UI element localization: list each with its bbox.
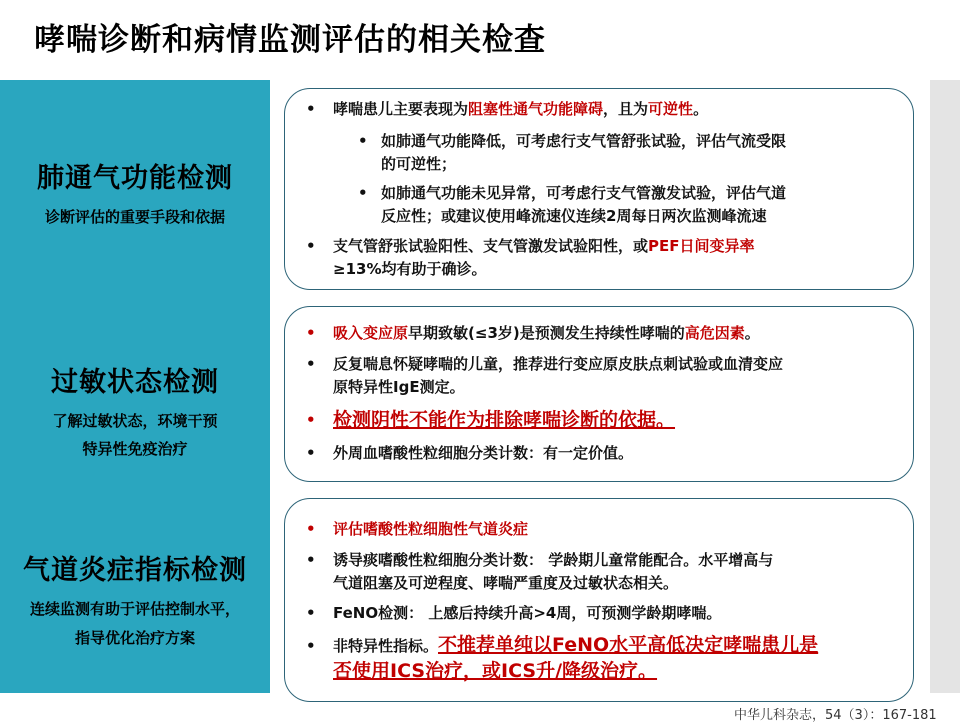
bullet: • (306, 100, 316, 118)
bullet: • (306, 444, 316, 462)
bullet-line: FeNO检测： 上感后持续升高>4周，可预测学龄期哮喘。 (333, 604, 722, 622)
bullet-line (333, 97, 708, 121)
emphasis-line: 否使用ICS治疗，或ICS升/降级治疗。 (333, 660, 658, 682)
sub-bullet-line: 反应性；或建议使用峰流速仪连续2周每日两次监测峰流速 (381, 207, 767, 225)
text-run: 支气管舒张试验阳性、支气管激发试验阳性，或 (333, 237, 649, 255)
sub-bullet: • (358, 184, 368, 202)
text-run: 。 (693, 100, 709, 118)
bullet: • (306, 604, 316, 622)
section-subtitle-line: 了解过敏状态，环境干预 (52, 412, 218, 430)
sub-bullet: • (358, 132, 368, 150)
highlight-text: 高危因素 (684, 324, 745, 342)
bullet-line: 原特异性IgE测定。 (333, 378, 465, 396)
sub-bullet-line: 的可逆性； (381, 155, 457, 173)
right-decor-stripe (930, 80, 960, 693)
emphasis-line: 检测阴性不能作为排除哮喘诊断的依据。 (333, 409, 676, 431)
bullet: • (306, 520, 316, 538)
bullet-line (333, 632, 818, 659)
bullet: • (306, 324, 316, 342)
highlight-text: 可逆性 (648, 100, 694, 118)
highlight-text: 阻塞性通气功能障碍 (468, 100, 604, 118)
bullet: • (306, 355, 316, 373)
section-airway-inflammation-label (0, 548, 270, 653)
section-lung-function-label (0, 156, 270, 232)
text-run: 非特异性指标。 (333, 637, 439, 655)
sub-bullet-line: 如肺通气功能降低，可考虑行支气管舒张试验，评估气流受限 (381, 132, 787, 150)
bullet-line (333, 321, 760, 345)
highlight-text: PEF日间变异率 (648, 237, 755, 255)
bullet: • (306, 551, 316, 569)
text-run: ，且为 (603, 100, 649, 118)
section-subtitle-line: 特异性免疫治疗 (82, 440, 188, 458)
text-run: 哮喘患儿主要表现为 (333, 100, 469, 118)
section-heading: 肺通气功能检测 (37, 163, 233, 194)
highlight-text: 不推荐单纯以FeNO水平高低决定哮喘患儿是 (438, 634, 819, 656)
section-heading: 过敏状态检测 (51, 367, 219, 398)
citation: 中华儿科杂志，54（3）：167-181 (734, 708, 937, 723)
section-subtitle-line: 指导优化治疗方案 (74, 629, 195, 647)
section-subtitle-line: 连续监测有助于评估控制水平， (29, 600, 240, 618)
bullet: • (306, 411, 316, 429)
bullet-line: 反复喘息怀疑哮喘的儿童，推荐进行变应原皮肤点刺试验或血清变应 (333, 355, 784, 373)
bullet-line: 气道阻塞及可逆程度、哮喘严重度及过敏状态相关。 (333, 574, 679, 592)
bullet-line: ≥13%均有助于确诊。 (333, 260, 487, 278)
highlight-text: 吸入变应原 (333, 324, 409, 342)
text-run: 。 (744, 324, 760, 342)
bullet-line: 诱导痰嗜酸性粒细胞分类计数： 学龄期儿童常能配合。水平增高与 (333, 551, 774, 569)
section-allergy-label (0, 360, 270, 463)
text-run: 早期致敏(≤3岁)是预测发生持续性哮喘的 (408, 324, 685, 342)
page-title: 哮喘诊断和病情监测评估的相关检查 (34, 22, 546, 58)
section-subtitle (0, 595, 270, 653)
bullet: • (306, 637, 316, 655)
section-subtitle: 诊断评估的重要手段和依据 (44, 208, 225, 226)
bullet-line (333, 234, 755, 258)
bullet-line: 外周血嗜酸性粒细胞分类计数：有一定价值。 (333, 444, 634, 462)
section-subtitle (0, 407, 270, 463)
sub-bullet-line: 如肺通气功能未见异常，可考虑行支气管激发试验，评估气道 (381, 184, 787, 202)
bullet-line: 评估嗜酸性粒细胞性气道炎症 (333, 520, 529, 538)
bullet: • (306, 237, 316, 255)
section-heading: 气道炎症指标检测 (23, 555, 247, 586)
